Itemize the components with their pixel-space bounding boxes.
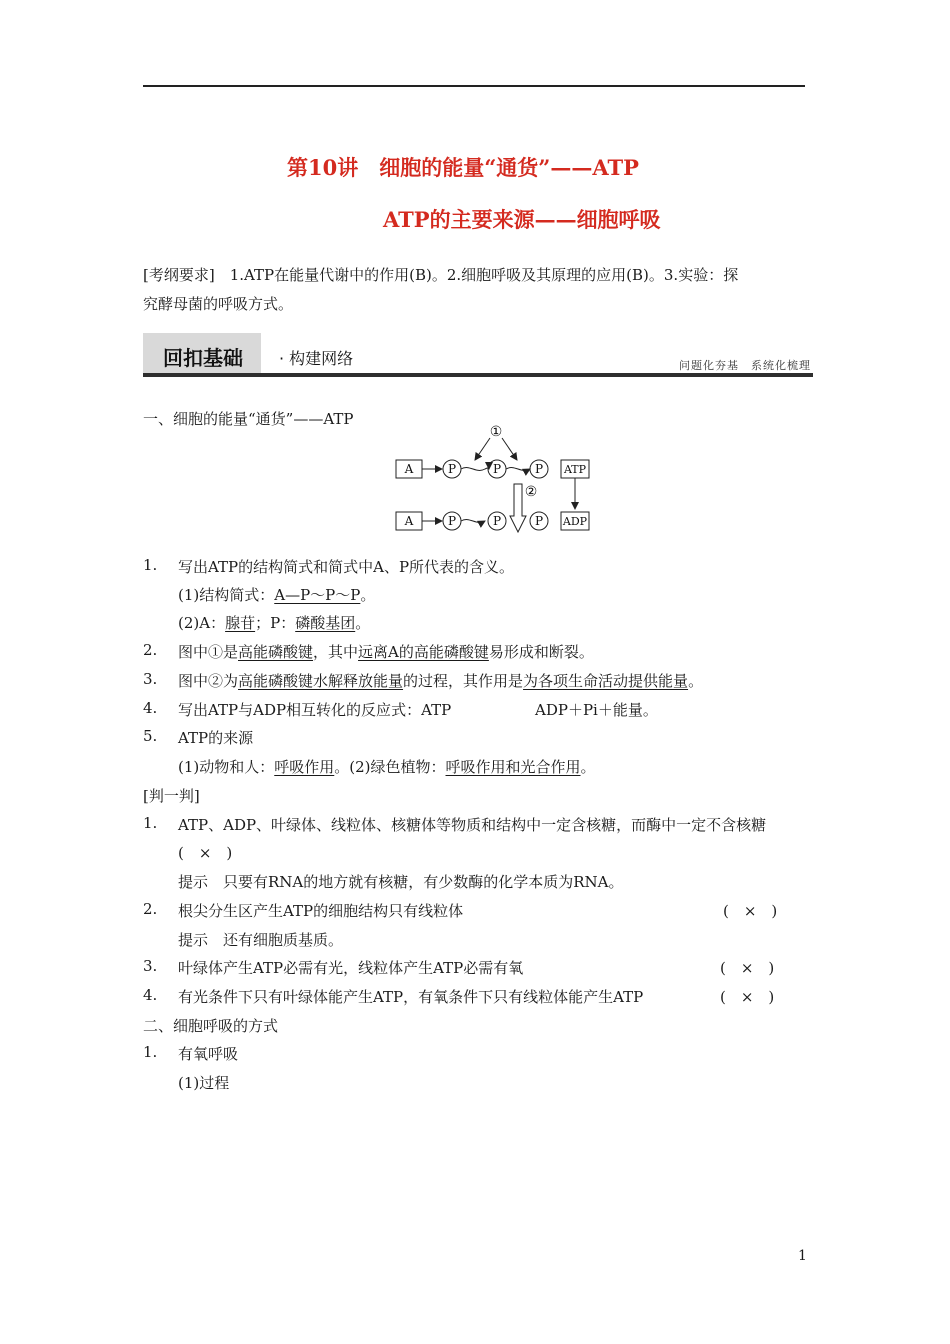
- banner-tagline: 问题化夯基 系统化梳理: [679, 359, 811, 372]
- lecture-title: 第10讲 细胞的能量“通货”——ATP: [287, 155, 639, 180]
- section-2-item-1-number: 1.: [143, 1043, 158, 1061]
- judge-4-mark: ( × ): [720, 988, 775, 1006]
- q1-sub1-label: (1)结构简式：: [178, 586, 275, 604]
- judge-3-text: 叶绿体产生ATP必需有光，线粒体产生ATP必需有氧: [178, 959, 524, 977]
- adenosine-label-top: A: [404, 462, 414, 476]
- q3-pre: 图中②为: [178, 672, 239, 690]
- judge-1-hint: 提示 只要有RNA的地方就有核糖，有少数酶的化学本质为RNA。: [178, 873, 624, 891]
- judge-1-text: ATP、ADP、叶绿体、线粒体、核糖体等物质和结构中一定含核糖，而酶中一定不含核糖: [178, 816, 767, 834]
- q3-answer-1: 高能磷酸键水解释放能量: [238, 672, 404, 690]
- judge-2-text: 根尖分生区产生ATP的细胞结构只有线粒体: [178, 902, 464, 920]
- marker-1: ①: [489, 424, 503, 440]
- judge-2-number: 2.: [143, 900, 158, 918]
- q4-text-pre: 写出ATP与ADP相互转化的反应式：ATP: [178, 701, 452, 719]
- page-number: 1: [798, 1248, 807, 1264]
- q5-pre: (1)动物和人：: [178, 758, 275, 776]
- marker-2: ②: [524, 484, 538, 500]
- judge-2-mark: ( × ): [723, 902, 778, 920]
- q2-text: [178, 641, 594, 662]
- q1-sub1: [178, 584, 375, 605]
- q2-post: 易形成和断裂。: [488, 643, 594, 661]
- judge-3-number: 3.: [143, 957, 158, 975]
- adenosine-label-bottom: A: [404, 514, 414, 528]
- requirements-line-2: 究酵母菌的呼吸方式。: [143, 295, 294, 313]
- atp-adp-diagram: [390, 420, 600, 536]
- q1-sub2: [178, 612, 370, 633]
- q3-text: [178, 670, 703, 691]
- atp-label: ATP: [563, 463, 587, 476]
- section-2-heading: 二、细胞呼吸的方式: [143, 1017, 279, 1035]
- q3-mid: 的过程，其作用是: [403, 672, 524, 690]
- q2-answer-1: 高能磷酸键: [238, 643, 314, 661]
- phosphate-2-top-label: P: [492, 462, 502, 476]
- q5-text: ATP的来源: [178, 729, 254, 747]
- banner-underline: [143, 373, 813, 377]
- q1-sub2-label: (2)A：: [178, 614, 226, 632]
- requirements-line-1: [考纲要求] 1.ATP在能量代谢中的作用(B)。2.细胞呼吸及其原理的应用(B)。3.实验：探: [143, 266, 739, 284]
- q2-answer-2: 远离A的高能磷酸键: [358, 643, 489, 661]
- hydrolysis-arrow: [510, 484, 526, 532]
- q4-text-post: ADP＋Pi＋能量。: [535, 701, 658, 719]
- judge-4-number: 4.: [143, 986, 158, 1004]
- q1-sub2-answer-p: 磷酸基团: [295, 614, 356, 632]
- q5-post: 。: [580, 758, 596, 776]
- q5-number: 5.: [143, 727, 158, 745]
- phosphate-1-top-label: P: [447, 462, 457, 476]
- lecture-subtitle: ATP的主要来源——细胞呼吸: [383, 207, 661, 232]
- q1-sub2-end: 。: [355, 614, 371, 632]
- judge-heading: [判一判]: [143, 787, 200, 805]
- header-rule: [143, 85, 805, 87]
- q1-sub1-answer: A—P～P～P: [274, 586, 361, 604]
- phosphate-2-bottom-label: P: [492, 514, 502, 528]
- phosphate-1-bottom-label: P: [447, 514, 457, 528]
- q1-sub1-end: 。: [360, 586, 376, 604]
- q3-number: 3.: [143, 670, 158, 688]
- judge-1-number: 1.: [143, 814, 158, 832]
- q1-number: 1.: [143, 556, 158, 574]
- section-1-heading: 一、细胞的能量“通货”——ATP: [143, 410, 354, 428]
- adp-label: ADP: [562, 515, 588, 528]
- phosphate-3-top-label: P: [534, 462, 544, 476]
- judge-3-mark: ( × ): [720, 959, 775, 977]
- section-2-sub-1: (1)过程: [178, 1074, 230, 1092]
- q2-number: 2.: [143, 641, 158, 659]
- banner-subtitle: · 构建网络: [279, 349, 354, 368]
- judge-2-hint: 提示 还有细胞质基质。: [178, 931, 344, 949]
- q3-answer-2: 为各项生命活动提供能量: [523, 672, 689, 690]
- q4-number: 4.: [143, 699, 158, 717]
- q5-mid: 。(2)绿色植物：: [334, 758, 446, 776]
- section-banner: [143, 333, 813, 379]
- q3-post: 。: [688, 672, 704, 690]
- banner-title: 回扣基础: [163, 346, 243, 370]
- q2-mid: ，其中: [313, 643, 359, 661]
- judge-4-text: 有光条件下只有叶绿体能产生ATP，有氧条件下只有线粒体能产生ATP: [178, 988, 644, 1006]
- phosphate-3-bottom-label: P: [534, 514, 544, 528]
- q1-text: 写出ATP的结构简式和简式中A、P所代表的含义。: [178, 558, 515, 576]
- q5-answer-1: 呼吸作用: [274, 758, 335, 776]
- q1-sub2-mid: ；P：: [255, 614, 296, 632]
- q5-answer-2: 呼吸作用和光合作用: [445, 758, 581, 776]
- section-2-item-1: 有氧呼吸: [178, 1045, 239, 1063]
- q5-answer-line: [178, 756, 596, 777]
- q2-pre: 图中①是: [178, 643, 239, 661]
- judge-1-mark: ( × ): [178, 844, 233, 862]
- q1-sub2-answer-a: 腺苷: [225, 614, 256, 632]
